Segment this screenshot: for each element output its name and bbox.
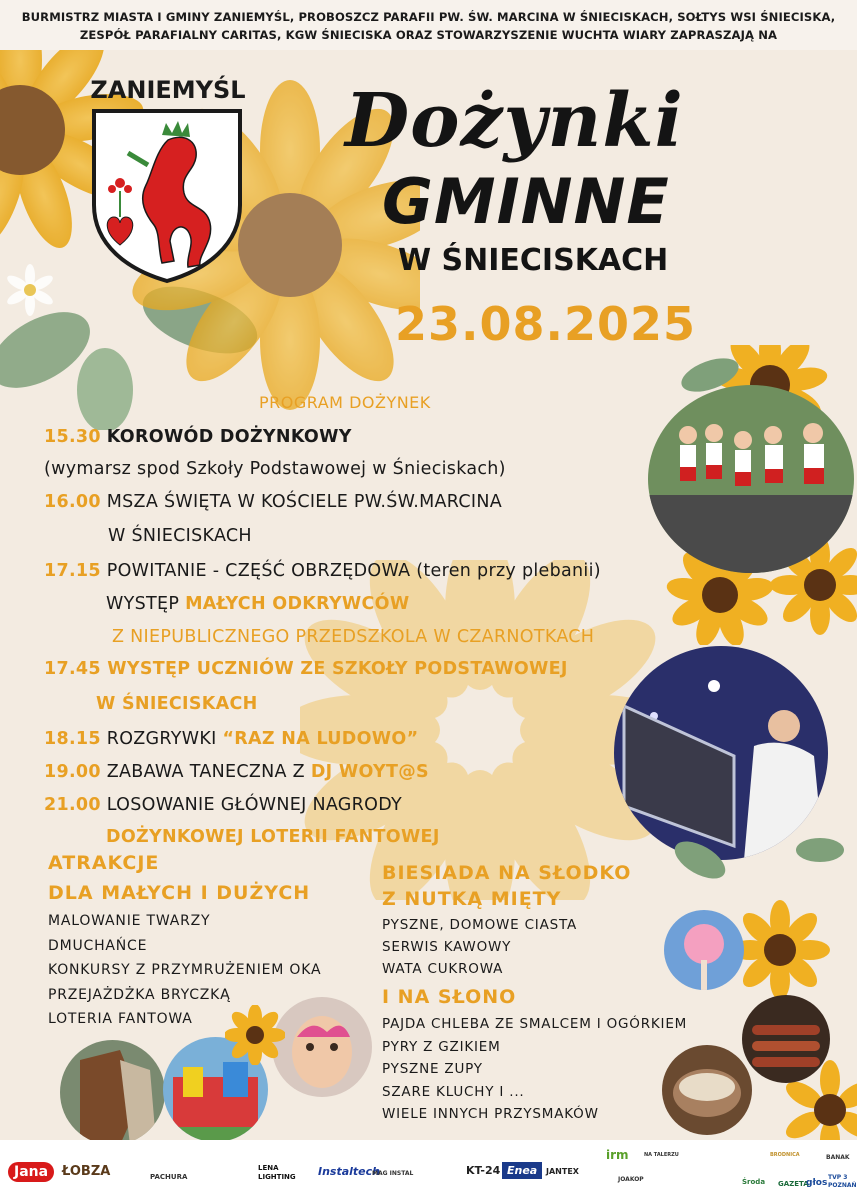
program-time: 17.15: [44, 561, 101, 581]
program-item: [112, 627, 594, 647]
program-text: WYSTĘP: [106, 594, 180, 614]
program-heading: PROGRAM DOŻYNEK: [259, 393, 431, 412]
dj-photo: [614, 646, 828, 860]
children-performance-photo: [648, 385, 854, 573]
sponsor-logo: Instaltech: [318, 1165, 380, 1178]
list-item: LOTERIA FANTOWA: [48, 1011, 193, 1027]
sponsor-logo: ŁOBZA: [62, 1164, 111, 1179]
list-item: WATA CUKROWA: [382, 961, 504, 977]
header-line-1: BURMISTRZ MIASTA I GMINY ZANIEMYŚL, PROBOSZCZ PARAFII PW. ŚW. MARCINA W ŚNIECISKACH, SOŁTYS WSI ŚNIECISKA,: [21, 10, 836, 24]
program-accent-text: MAŁYCH ODKRYWCÓW: [185, 594, 410, 614]
program-accent-text: DJ WOYT@S: [310, 762, 429, 782]
program-text: (wymarsz spod Szkoły Podstawowej w Śnieciskach): [44, 459, 506, 479]
program-time: 17.45: [44, 659, 101, 679]
sponsor-logo: MAG INSTAL: [372, 1170, 414, 1177]
salty-heading: I NA SŁONO: [382, 986, 517, 1008]
header-line-2: ZESPÓŁ PARAFIALNY CARITAS, KGW ŚNIECISKA ORAZ STOWARZYSZENIE WUCHTA WIARY ZAPRASZAJĄ NA: [79, 28, 778, 42]
program-text: KOROWÓD DOŻYNKOWY: [106, 427, 352, 447]
program-time: 19.00: [44, 762, 101, 782]
sponsor-logo: JANTEX: [546, 1167, 579, 1176]
list-item: MALOWANIE TWARZY: [48, 913, 211, 929]
list-item: DMUCHAŃCE: [48, 937, 148, 954]
cotton-candy-photo: [664, 910, 744, 990]
crest-town-name: ZANIEMYŚL: [90, 76, 246, 104]
sponsor-logo: głos: [806, 1178, 828, 1188]
face-painting-photo: [272, 997, 372, 1097]
attractions-heading: ATRAKCJE: [48, 852, 160, 874]
sponsor-logo: Enea: [502, 1162, 542, 1179]
list-item: WIELE INNYCH PRZYSMAKÓW: [382, 1106, 599, 1122]
program-item: [106, 827, 440, 847]
program-item: [44, 762, 429, 782]
program-text: ROZGRYWKI: [106, 729, 217, 749]
sponsor-logo: Środa: [742, 1178, 766, 1186]
program-time: 16.00: [44, 492, 101, 512]
program-item: [108, 526, 252, 546]
program-item: [44, 459, 506, 479]
program-item: [96, 694, 258, 714]
program-text: WYSTĘP UCZNIÓW ZE SZKOŁY PODSTAWOWEJ: [107, 659, 568, 679]
program-item: [44, 427, 352, 447]
zaniemysl-coat-of-arms-icon: [88, 105, 246, 285]
program-text: LOSOWANIE GŁÓWNEJ NAGRODY: [106, 795, 403, 815]
list-item: SZARE KLUCHY I ...: [382, 1083, 525, 1100]
program-text: POWITANIE - CZĘŚĆ OBRZĘDOWA (teren przy plebanii): [106, 561, 601, 581]
sponsor-logo: GAZETA: [778, 1180, 809, 1188]
sponsor-logo: irm: [606, 1148, 629, 1162]
event-location: W ŚNIECISKACH: [398, 243, 669, 278]
event-title: Dożynki: [345, 78, 684, 164]
list-item: PAJDA CHLEBA ZE SMALCEM I OGÓRKIEM: [382, 1016, 688, 1032]
feast-heading: BIESIADA NA SŁODKO: [382, 862, 632, 884]
program-time: 18.15: [44, 729, 101, 749]
sponsors-bar: [0, 1140, 857, 1200]
program-time: 15.30: [44, 427, 101, 447]
horse-photo: [60, 1040, 165, 1145]
list-item: KONKURSY Z PRZYMRUŻENIEM OKA: [48, 962, 322, 978]
program-text: DOŻYNKOWEJ LOTERII FANTOWEJ: [106, 827, 440, 847]
list-item: PYRY Z GZIKIEM: [382, 1038, 501, 1055]
program-text: ZABAWA TANECZNA Z: [106, 762, 305, 782]
program-item: [106, 594, 409, 614]
salty-list: [382, 1013, 687, 1126]
sponsor-logo: JOAKOP: [618, 1176, 644, 1183]
program-text: W ŚNIECISKACH: [108, 526, 252, 546]
sponsor-logo: BRODNICA: [770, 1152, 800, 1158]
attractions-subheading: DLA MAŁYCH I DUŻYCH: [48, 882, 311, 904]
sponsor-logo: TVP 3 POZNAŃ: [828, 1174, 857, 1189]
sweet-list: [382, 914, 577, 980]
event-date: 23.08.2025: [395, 297, 697, 351]
invitation-header: [0, 0, 857, 50]
program-text: W ŚNIECISKACH: [96, 694, 258, 714]
sunflower-small-bottom: [225, 1005, 285, 1065]
program-time: 21.00: [44, 795, 101, 815]
program-item: [44, 492, 502, 512]
program-text: Z NIEPUBLICZNEGO PRZEDSZKOLA W CZARNOTKACH: [112, 627, 595, 647]
sponsor-logo: KT-24: [466, 1164, 501, 1177]
list-item: SERWIS KAWOWY: [382, 939, 512, 955]
program-item: [44, 561, 601, 581]
list-item: PRZEJAŻDŻKA BRYCZKĄ: [48, 986, 231, 1003]
sponsor-logo: BANAK: [826, 1154, 850, 1161]
grilled-sausages-photo: [742, 995, 830, 1083]
program-item: [44, 659, 568, 679]
program-item: [44, 729, 418, 749]
event-subtitle: GMINNE: [382, 165, 670, 238]
list-item: PYSZNE ZUPY: [382, 1061, 483, 1077]
sponsor-logo: NA TALERZU: [644, 1152, 679, 1158]
program-item: [44, 795, 402, 815]
list-item: PYSZNE, DOMOWE CIASTA: [382, 917, 578, 933]
program-accent-text: “RAZ NA LUDOWO”: [222, 729, 419, 749]
feast-subheading: Z NUTKĄ MIĘTY: [382, 888, 562, 910]
sponsor-logo: LENA LIGHTING: [258, 1164, 296, 1181]
sponsor-logo: PACHURA: [150, 1173, 188, 1181]
sponsor-logo: Jana: [8, 1162, 54, 1182]
program-text: MSZA ŚWIĘTA W KOŚCIELE PW.ŚW.MARCINA: [106, 492, 503, 512]
